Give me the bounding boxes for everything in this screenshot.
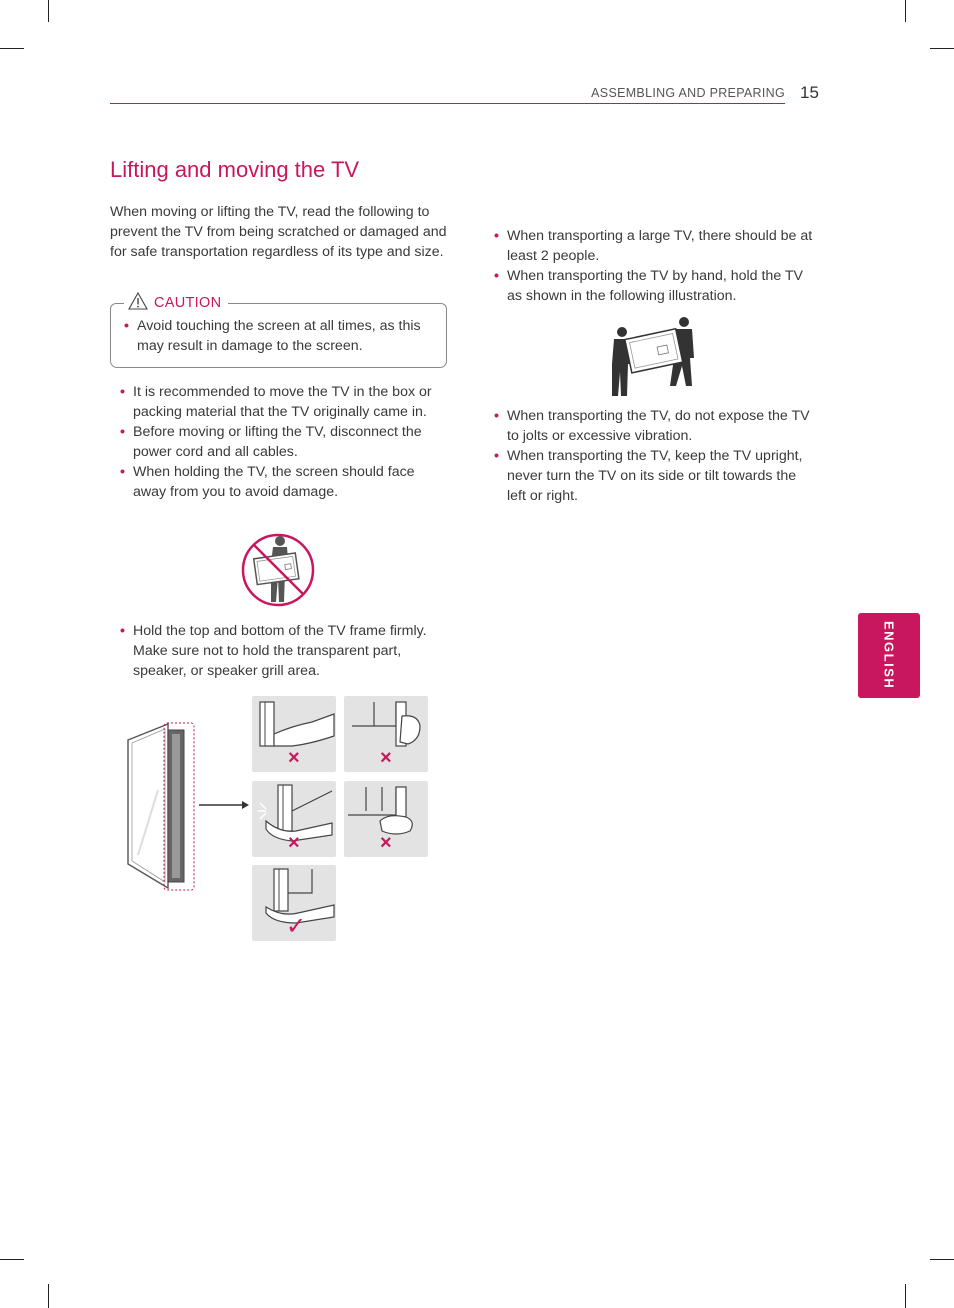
bullet-icon: • [120, 464, 125, 480]
wrong-mark-icon: × [380, 832, 392, 854]
crop-mark [930, 48, 954, 49]
intro-paragraph: When moving or lifting the TV, read the following to prevent the TV from being scratched or damaged and for safe transportation regardless of its type and size. [110, 204, 447, 260]
wrong-mark-icon: × [288, 747, 300, 769]
left-bullet-list-2 [110, 621, 446, 681]
list-item-text: Before moving or lifting the TV, disconnect the power cord and all cables. [133, 424, 422, 460]
grip-panel-wrong-4 [344, 781, 428, 857]
list-item [484, 226, 814, 266]
crop-mark [48, 0, 49, 22]
language-tab-label: ENGLISH [881, 621, 897, 690]
page-number: 15 [800, 83, 819, 102]
crop-mark [0, 48, 24, 49]
tv-side-view-illustration [120, 720, 250, 895]
crop-mark [930, 1259, 954, 1260]
list-item [110, 621, 446, 681]
header-rule [110, 103, 785, 104]
wrong-mark-icon: × [288, 832, 300, 854]
bullet-icon: • [494, 268, 499, 284]
two-person-carry-illustration [608, 314, 698, 398]
crop-mark [905, 1284, 906, 1308]
language-tab [858, 613, 920, 698]
page-title: Lifting and moving the TV [110, 157, 360, 182]
warning-triangle-icon [128, 292, 148, 315]
list-item-text: When transporting the TV, keep the TV upright, never turn the TV on its side or tilt towards the left or right. [507, 448, 803, 504]
wrong-mark-icon: × [380, 747, 392, 769]
grip-panel-wrong-2 [344, 696, 428, 772]
list-item-text: When holding the TV, the screen should face away from you to avoid damage. [133, 464, 415, 500]
grip-panel-wrong-1 [252, 696, 336, 772]
bullet-icon: • [494, 228, 499, 244]
bullet-icon: • [120, 424, 125, 440]
prohibited-carry-illustration [240, 532, 318, 610]
list-item-text: Avoid touching the screen at all times, as this may result in damage to the screen. [137, 318, 421, 354]
list-item-text: When transporting the TV by hand, hold the TV as shown in the following illustration. [507, 268, 804, 304]
caution-list [111, 316, 429, 356]
crop-mark [48, 1284, 49, 1308]
list-item [110, 422, 446, 462]
caution-label: CAUTION [154, 295, 222, 311]
list-item-text: It is recommended to move the TV in the box or packing material that the TV originally came in. [133, 384, 432, 420]
list-item [484, 266, 814, 306]
crop-mark [905, 0, 906, 22]
list-item [110, 382, 446, 422]
caution-header [124, 292, 228, 314]
list-item [110, 462, 446, 502]
bullet-icon: • [120, 623, 125, 639]
right-bullet-list-2 [484, 406, 814, 506]
bullet-icon: • [494, 408, 499, 424]
crop-mark [0, 1259, 24, 1260]
list-item [111, 316, 429, 356]
correct-mark-icon: ✓ [286, 913, 307, 940]
list-item-text: When transporting a large TV, there should be at least 2 people. [507, 228, 813, 264]
list-item [484, 406, 814, 446]
bullet-icon: • [494, 448, 499, 464]
section-label: ASSEMBLING AND PREPARING [591, 86, 785, 100]
list-item [484, 446, 814, 506]
right-bullet-list [484, 226, 814, 306]
left-bullet-list [110, 382, 446, 502]
grip-panel-correct [252, 865, 336, 941]
bullet-icon: • [124, 318, 129, 334]
bullet-icon: • [120, 384, 125, 400]
list-item-text: When transporting the TV, do not expose the TV to jolts or excessive vibration. [507, 408, 810, 444]
grip-panel-wrong-3 [252, 781, 336, 857]
list-item-text: Hold the top and bottom of the TV frame firmly. Make sure not to hold the transparent part, speaker, or speaker grill area. [133, 623, 427, 679]
